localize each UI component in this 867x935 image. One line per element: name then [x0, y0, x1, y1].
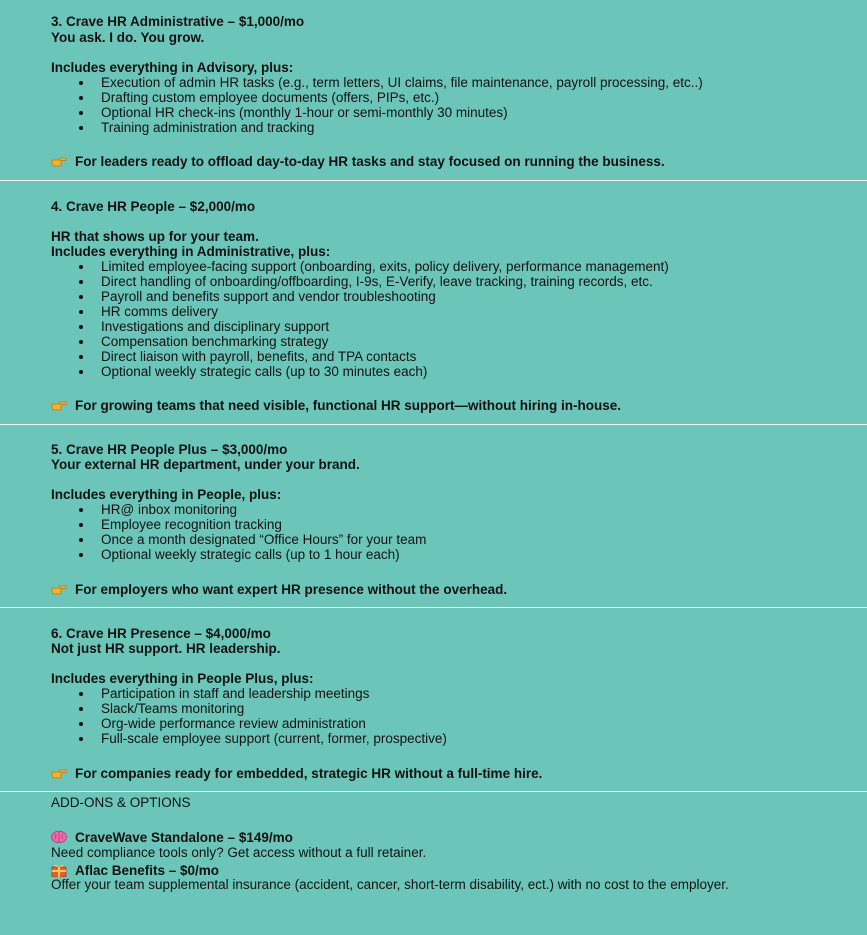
brain-icon	[51, 830, 67, 844]
tier-6-audience-text: For companies ready for embedded, strategic HR without a full-time hire.	[75, 766, 543, 781]
tier-6-includes: Includes everything in People Plus, plus:	[51, 671, 314, 686]
tier-3-audience	[51, 153, 665, 169]
bullet	[79, 265, 83, 269]
tier-5-item: Optional weekly strategic calls (up to 1 hour each)	[101, 547, 400, 562]
tier-4-item: Limited employee-facing support (onboarding, exits, policy delivery, performance management)	[101, 259, 669, 274]
tier-4-item: HR comms delivery	[101, 304, 219, 319]
bullet	[79, 295, 83, 299]
tier-5-title: 5. Crave HR People Plus – $3,000/mo	[51, 442, 288, 457]
bullet	[79, 370, 83, 374]
bullet	[79, 325, 83, 329]
bullet	[79, 310, 83, 314]
section-divider	[0, 607, 867, 608]
tier-3-audience-text: For leaders ready to offload day-to-day HR tasks and stay focused on running the business.	[75, 154, 665, 169]
addons-heading: ADD-ONS & OPTIONS	[51, 795, 191, 810]
addon-cravewave-title-text: CraveWave Standalone – $149/mo	[75, 830, 293, 845]
bullet	[79, 553, 83, 557]
bullet	[79, 692, 83, 696]
bullet	[79, 538, 83, 542]
tier-4-item: Optional weekly strategic calls (up to 30 minutes each)	[101, 364, 428, 379]
tier-3-item: Execution of admin HR tasks (e.g., term letters, UI claims, file maintenance, payroll processing, etc..)	[101, 75, 703, 90]
bullet	[79, 722, 83, 726]
tier-6-audience	[51, 765, 542, 781]
tier-4-title: 4. Crave HR People – $2,000/mo	[51, 199, 256, 214]
tier-6-tagline: Not just HR support. HR leadership.	[51, 641, 281, 656]
tier-4-item: Payroll and benefits support and vendor troubleshooting	[101, 289, 436, 304]
bullet	[79, 96, 83, 100]
pointing-hand-icon	[51, 767, 67, 780]
tier-6-item: Full-scale employee support (current, former, prospective)	[101, 731, 447, 746]
tier-4-includes: Includes everything in Administrative, plus:	[51, 244, 331, 259]
addon-aflac-description: Offer your team supplemental insurance (accident, cancer, short-term disability, ect.) with no cost to the employer.	[51, 877, 729, 892]
section-divider	[0, 791, 867, 792]
addon-aflac-title-text: Aflac Benefits – $0/mo	[75, 863, 220, 878]
tier-5-audience	[51, 581, 507, 597]
bullet	[79, 340, 83, 344]
tier-3-item: Drafting custom employee documents (offers, PIPs, etc.)	[101, 90, 440, 105]
tier-5-tagline: Your external HR department, under your brand.	[51, 457, 360, 472]
bullet	[79, 280, 83, 284]
tier-3-includes: Includes everything in Advisory, plus:	[51, 60, 294, 75]
tier-4-item: Investigations and disciplinary support	[101, 319, 330, 334]
gift-icon	[51, 863, 67, 877]
bullet	[79, 508, 83, 512]
bullet	[79, 523, 83, 527]
section-divider	[0, 424, 867, 425]
pointing-hand-icon	[51, 155, 67, 168]
tier-4-tagline: HR that shows up for your team.	[51, 229, 259, 244]
tier-5-item: Employee recognition tracking	[101, 517, 282, 532]
bullet	[79, 707, 83, 711]
addon-aflac-title	[51, 861, 219, 878]
tier-5-audience-text: For employers who want expert HR presence without the overhead.	[75, 582, 508, 597]
bullet	[79, 126, 83, 130]
tier-6-item: Participation in staff and leadership meetings	[101, 686, 370, 701]
tier-3-item: Optional HR check-ins (monthly 1-hour or semi-monthly 30 minutes)	[101, 105, 508, 120]
tier-6-title: 6. Crave HR Presence – $4,000/mo	[51, 626, 271, 641]
tier-6-item: Slack/Teams monitoring	[101, 701, 245, 716]
tier-4-item: Direct handling of onboarding/offboarding, I-9s, E-Verify, leave tracking, training records, etc.	[101, 274, 653, 289]
tier-5-item: HR@ inbox monitoring	[101, 502, 238, 517]
tier-4-audience-text: For growing teams that need visible, functional HR support—without hiring in-house.	[75, 398, 622, 413]
addon-cravewave-description: Need compliance tools only? Get access without a full retainer.	[51, 845, 427, 860]
tier-5-includes: Includes everything in People, plus:	[51, 487, 282, 502]
addon-cravewave-title	[51, 828, 293, 845]
bullet	[79, 81, 83, 85]
tier-3-title: 3. Crave HR Administrative – $1,000/mo	[51, 14, 305, 29]
tier-3-tagline: You ask. I do. You grow.	[51, 30, 205, 45]
tier-4-item: Compensation benchmarking strategy	[101, 334, 329, 349]
tier-6-item: Org-wide performance review administration	[101, 716, 366, 731]
pointing-hand-icon	[51, 399, 67, 412]
bullet	[79, 737, 83, 741]
tier-4-item: Direct liaison with payroll, benefits, and TPA contacts	[101, 349, 417, 364]
tier-4-audience	[51, 397, 621, 413]
pointing-hand-icon	[51, 583, 67, 596]
bullet	[79, 111, 83, 115]
tier-3-item: Training administration and tracking	[101, 120, 315, 135]
bullet	[79, 355, 83, 359]
tier-5-item: Once a month designated “Office Hours” for your team	[101, 532, 427, 547]
section-divider	[0, 180, 867, 181]
